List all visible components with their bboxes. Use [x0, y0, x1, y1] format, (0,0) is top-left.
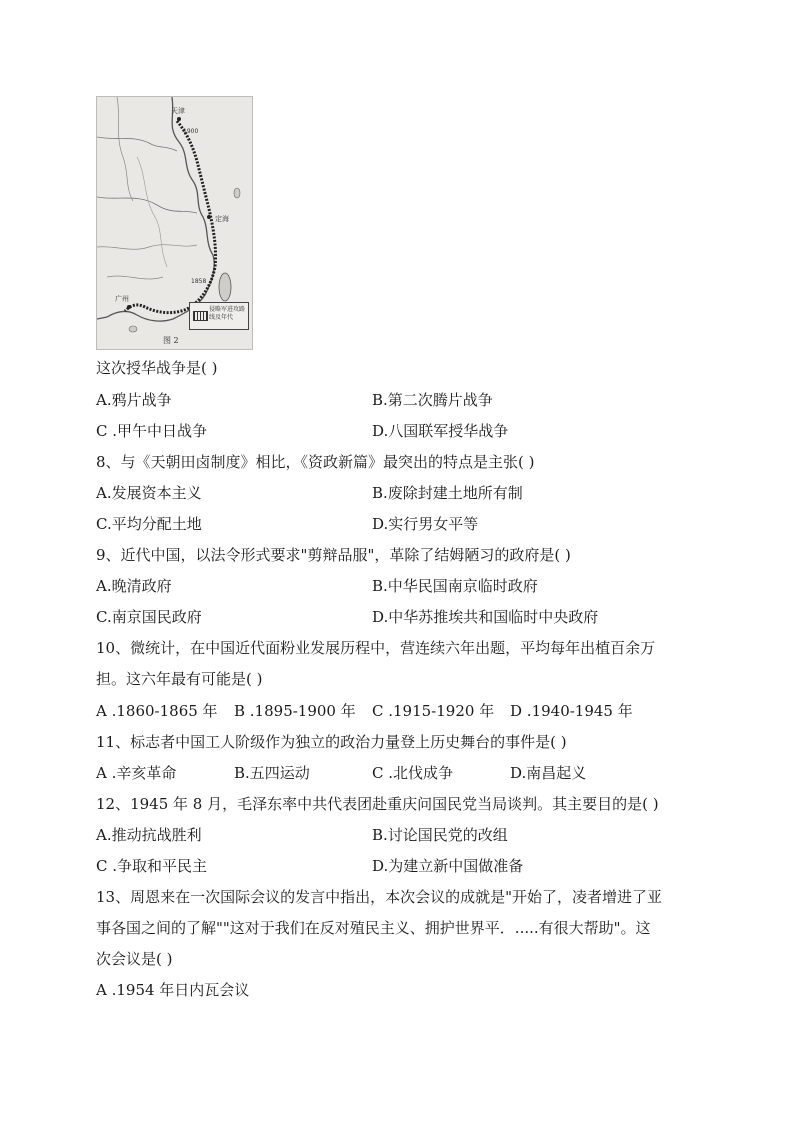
q8-option-b: B.废除封建土地所有制	[372, 484, 523, 502]
q7-option-d: D.八国联军授华战争	[372, 422, 509, 440]
q9-option-b: B.中华民国南京临时政府	[372, 577, 538, 595]
q9-option-c: C.南京国民政府	[96, 608, 202, 626]
q11-option-b: B.五四运动	[234, 764, 310, 782]
q11-stem: 11、标志者中国工人阶级作为独立的政治力量登上历史舞台的事件是( )	[96, 733, 567, 751]
q12-option-b: B.讨论国民党的改组	[372, 826, 508, 844]
map-label-1900: 1900	[183, 128, 199, 135]
map-label-tianjin: 天津	[171, 107, 185, 115]
q7-option-b: B.第二次腾片战争	[372, 391, 493, 409]
q10-option-b: B .1895-1900 年	[234, 702, 356, 720]
q10-stem-line2: 担。这六年最有可能是( )	[96, 670, 263, 688]
q10-option-c: C .1915-1920 年	[372, 702, 495, 720]
q9-option-a: A.晚清政府	[96, 577, 172, 595]
q12-option-c: C .争取和平民主	[96, 857, 208, 875]
q10-stem-line1: 10、微统计，在中国近代面粉业发展历程中，营连续六年出题，平均每年出植百余万	[96, 639, 656, 657]
route-legend-icon	[193, 311, 208, 321]
q8-option-a: A.发展资本主义	[96, 484, 202, 502]
map-label-1858: 1858	[191, 278, 207, 285]
map-legend	[189, 302, 249, 330]
q11-option-a: A .辛亥革命	[96, 764, 177, 782]
q8-option-c: C.平均分配土地	[96, 515, 202, 533]
q10-option-a: A .1860-1865 年	[96, 702, 218, 720]
q13-stem-line1: 13、周恩来在一次国际会议的发言中指出，本次会议的成就是"开始了，凌者增进了亚	[96, 888, 662, 906]
q13-stem-line3: 次会议是( )	[96, 950, 173, 968]
q12-stem: 12、1945 年 8 月，毛泽东率中共代表团赴重庆问国民党当局谈判。其主要目的是( )	[96, 795, 659, 813]
q7-option-a: A.鸦片战争	[96, 391, 172, 409]
q7-option-c: C .甲午中日战争	[96, 422, 208, 440]
q9-option-d: D.中华苏推埃共和国临时中央政府	[372, 608, 599, 626]
q11-option-d: D.南昌起义	[510, 764, 587, 782]
q8-option-d: D.实行男女平等	[372, 515, 479, 533]
q9-stem: 9、近代中国，以法令形式要求"剪辩品服"，革除了结姆陋习的政府是( )	[96, 546, 571, 564]
q12-option-d: D.为建立新中国做准备	[372, 857, 524, 875]
legend-text: 侵略军进攻路线及年代	[209, 306, 246, 321]
q8-stem: 8、与《天朝田卤制度》相比，《资政新篇》最突出的特点是主张( )	[96, 453, 535, 471]
figure-caption: 图 2	[163, 336, 179, 345]
historical-map-figure	[96, 96, 253, 350]
map-label-dinghai: 定海	[215, 215, 229, 223]
q7-stem: 这次授华战争是( )	[96, 359, 218, 377]
q12-option-a: A.推动抗战胜利	[96, 826, 202, 844]
q11-option-c: C .北伐成争	[372, 764, 454, 782]
q13-option-a: A .1954 年日内瓦会议	[96, 981, 250, 999]
map-label-guangzhou: 广州	[115, 295, 129, 303]
q10-option-d: D .1940-1945 年	[510, 702, 633, 720]
q13-stem-line2: 事各国之间的了解""这对于我们在反对殖民主义、拥护世界平．.....有很大帮助"。这	[96, 919, 651, 937]
